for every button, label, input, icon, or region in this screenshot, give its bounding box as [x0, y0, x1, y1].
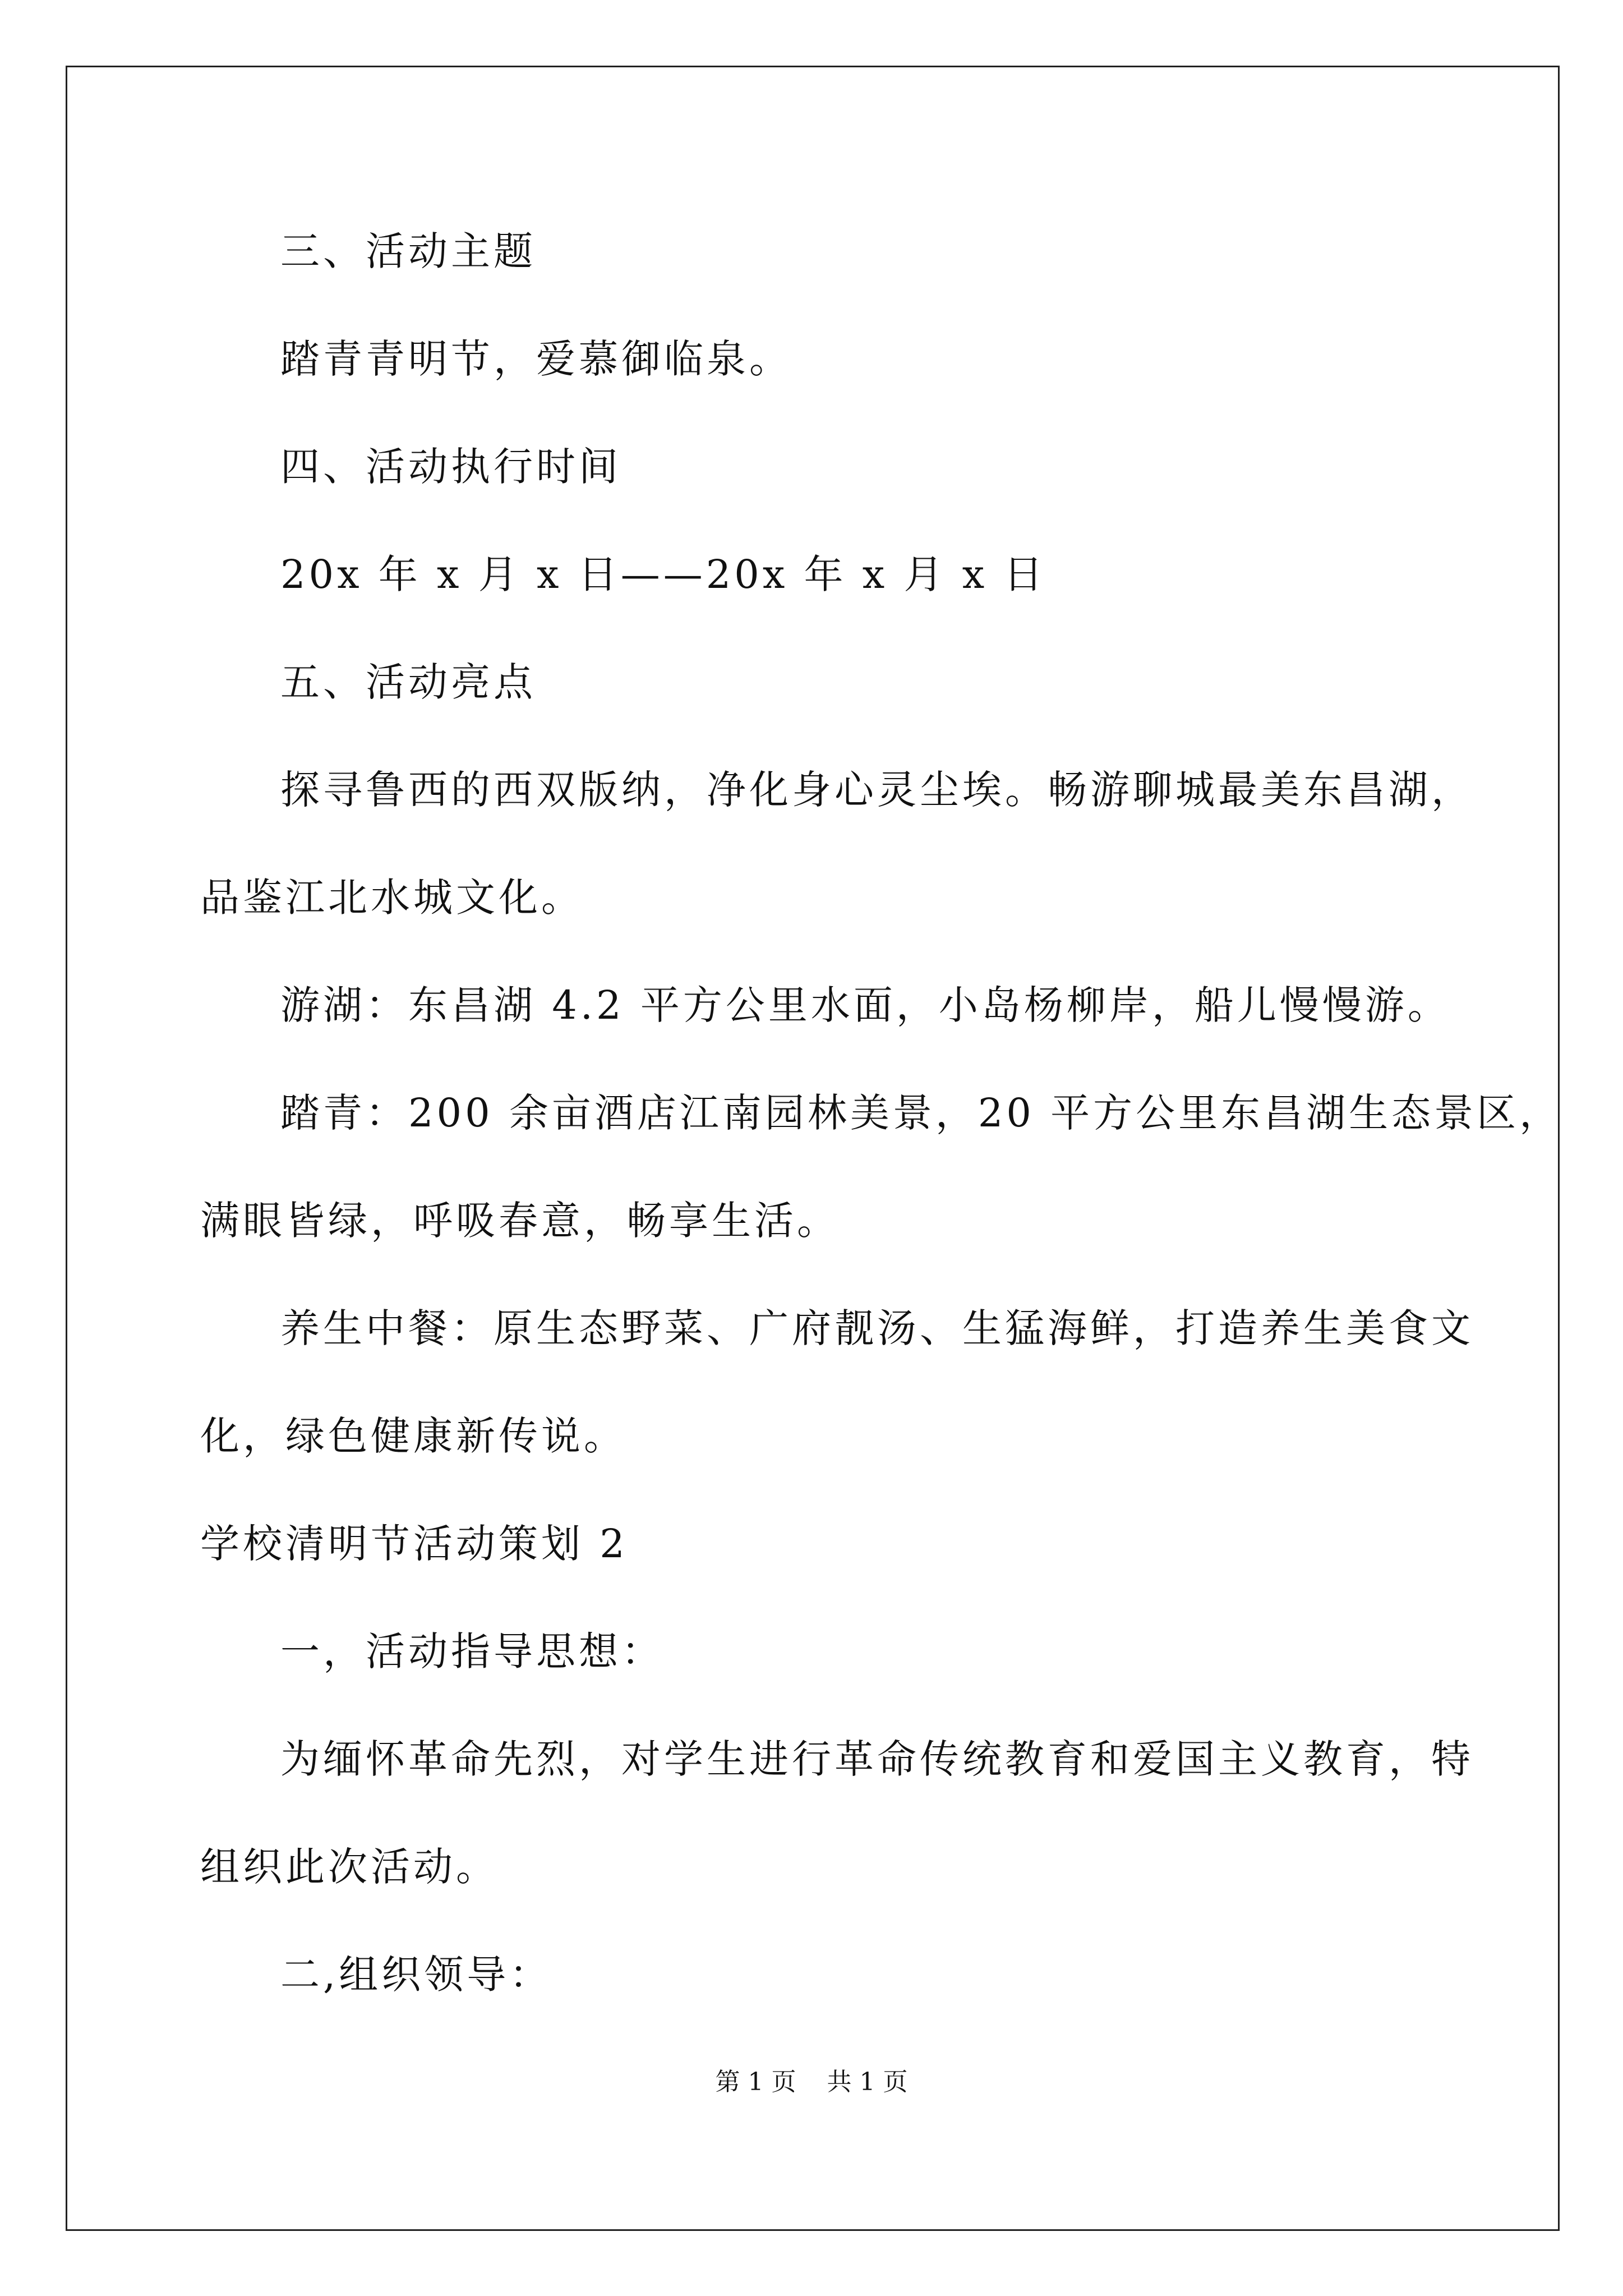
page-number: 第 1 页: [715, 2068, 796, 2096]
section-heading-time: 四、活动执行时间: [280, 444, 621, 490]
plan-2-title: 学校清明节活动策划 2: [200, 1521, 628, 1567]
section-heading-theme: 三、活动主题: [280, 228, 536, 274]
highlights-paragraph-line-1: 探寻鲁西的西双版纳，净化身心灵尘埃。畅游聊城最美东昌湖，: [280, 767, 1474, 813]
lunch-paragraph-line-1: 养生中餐：原生态野菜、广府靓汤、生猛海鲜，打造养生美食文: [280, 1305, 1474, 1351]
section-heading-highlights: 五、活动亮点: [280, 659, 536, 705]
highlights-paragraph-line-2: 品鉴江北水城文化。: [200, 875, 584, 921]
page-border: [66, 66, 1560, 2231]
theme-text: 踏青青明节，爱慕御临泉。: [280, 336, 792, 382]
section-heading-leadership: 二,组织领导：: [280, 1952, 552, 1998]
lake-tour-paragraph: 游湖：东昌湖 4.2 平方公里水面，小岛杨柳岸，船儿慢慢游。: [280, 982, 1450, 1028]
page-footer: [0, 2070, 1623, 2095]
section-heading-guiding-idea: 一，活动指导思想：: [280, 1628, 664, 1674]
guiding-idea-paragraph-line-2: 组织此次活动。: [200, 1844, 499, 1890]
outing-paragraph-line-1: 踏青：200 余亩酒店江南园林美景，20 平方公里东昌湖生态景区，: [280, 1090, 1562, 1136]
page-total: 共 1 页: [827, 2068, 908, 2096]
time-text: 20x 年 x 月 x 日——20x 年 x 月 x 日: [280, 551, 1046, 597]
lunch-paragraph-line-2: 化，绿色健康新传说。: [200, 1413, 626, 1459]
guiding-idea-paragraph-line-1: 为缅怀革命先烈，对学生进行革命传统教育和爱国主义教育，特: [280, 1736, 1474, 1782]
outing-paragraph-line-2: 满眼皆绿，呼吸春意，畅享生活。: [200, 1198, 840, 1244]
